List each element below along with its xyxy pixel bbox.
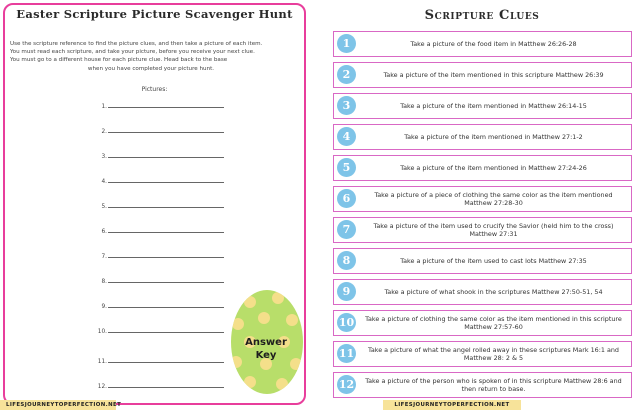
clue-number: 2: [337, 65, 356, 84]
site-watermark: LIFESJOURNEYTOPERFECTION.NET: [0, 400, 116, 410]
clue-card: [333, 186, 632, 212]
instruction-line-3: You must go to a different house for each picture clue. Head back to the base: [10, 57, 228, 64]
picture-line: 6.: [97, 227, 224, 235]
clue-text: Take a picture of the food item in Matthew 26:26-28: [410, 40, 577, 48]
pictures-label: Pictures:: [141, 86, 168, 93]
clue-number: 10: [337, 313, 356, 332]
clue-card: [333, 248, 632, 274]
clue-number: 5: [337, 158, 356, 177]
picture-line: 8.: [97, 277, 224, 285]
clue-text: Take a picture of what the angel rolled away in these scriptures Mark 16:1 and Matthew 28: 2 & 5: [367, 346, 619, 362]
instructions: [10, 40, 292, 73]
picture-line: 2.: [97, 127, 224, 135]
clue-text: Take a picture of a piece of clothing the same color as the item mentioned Matthew 27:28-30: [374, 191, 613, 207]
picture-line: 9.: [97, 302, 224, 310]
clue-number: 12: [337, 375, 356, 394]
instruction-line-4: when you have completed your picture hunt.: [87, 65, 215, 72]
clue-text: Take a picture of clothing the same color as the item mentioned in this scripture Matthew 27:57-60: [365, 315, 622, 331]
clue-text: Take a picture of the item mentioned in Matthew 27:1-2: [404, 133, 583, 141]
clue-number: 8: [337, 251, 356, 270]
clue-text: Take a picture of the item mentioned in this scripture Matthew 26:39: [383, 71, 604, 79]
picture-line: 11.: [97, 357, 224, 365]
clue-number: 9: [337, 282, 356, 301]
clue-card: [333, 62, 632, 88]
picture-line: 10.: [97, 327, 224, 335]
clue-card: [333, 31, 632, 57]
clues-title: Scripture Clues: [424, 8, 540, 23]
clue-number: 6: [337, 189, 356, 208]
instruction-line-2: You must read each scripture, and take your picture, before you receive your next clue.: [10, 49, 255, 56]
clue-text: Take a picture of the item used to crucify the Savior (held him to the cross) Matthew 27:31: [373, 222, 614, 238]
instruction-line-1: Use the scripture reference to find the picture clues, and then take a picture of each item.: [10, 41, 263, 47]
picture-line: 7.: [97, 252, 224, 260]
clue-number: 1: [337, 34, 356, 53]
clue-card: [333, 155, 632, 181]
clue-card: [333, 217, 632, 243]
clue-text: Take a picture of what shook in the scriptures Matthew 27:50-51, 54: [384, 288, 603, 296]
picture-line: 3.: [97, 152, 224, 160]
clue-number: 7: [337, 220, 356, 239]
clue-card: [333, 372, 632, 398]
clue-number: 11: [337, 344, 356, 363]
picture-line: 4.: [97, 177, 224, 185]
answer-key-label: Answer Key: [245, 337, 287, 361]
clue-number: 3: [337, 96, 356, 115]
clue-card: [333, 93, 632, 119]
sheet-title: Easter Scripture Picture Scavenger Hunt: [16, 7, 293, 21]
site-watermark: LIFESJOURNEYTOPERFECTION.NET: [383, 400, 521, 410]
picture-line: 1.: [97, 102, 224, 110]
clue-card: [333, 310, 632, 336]
clue-text: Take a picture of the item mentioned in Matthew 26:14-15: [400, 102, 587, 110]
picture-line: 12.: [97, 382, 224, 390]
picture-line: 5.: [97, 202, 224, 210]
clue-card: [333, 341, 632, 367]
clue-text: Take a picture of the person who is spoken of in this scripture Matthew 28:6 and then return to base.: [365, 377, 622, 393]
clue-card: [333, 124, 632, 150]
clue-number: 4: [337, 127, 356, 146]
clue-card: [333, 279, 632, 305]
clue-text: Take a picture of the item mentioned in Matthew 27:24-26: [400, 164, 587, 172]
clue-text: Take a picture of the item used to cast lots Matthew 27:35: [400, 257, 587, 265]
